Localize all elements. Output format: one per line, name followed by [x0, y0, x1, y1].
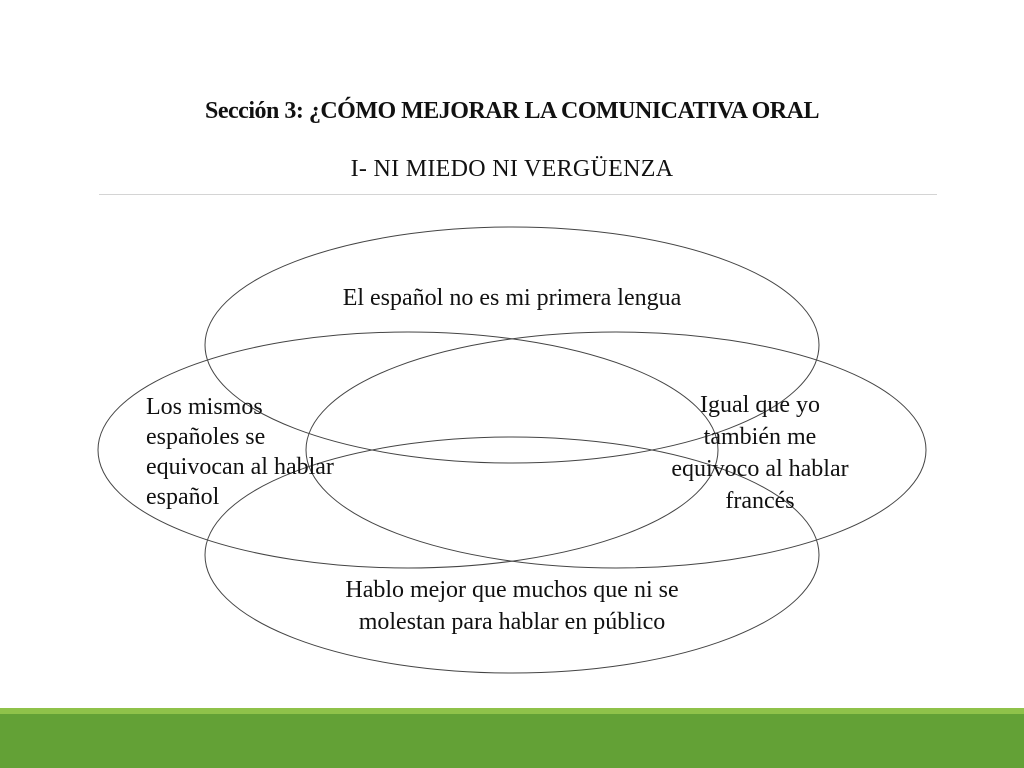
label-left-line: equivocan al hablar	[146, 454, 334, 480]
slide-subtitle: I- NI MIEDO NI VERGÜENZA	[350, 156, 674, 182]
label-left-line: Los mismos	[146, 394, 263, 420]
label-bottom-line: molestan para hablar en público	[358, 609, 666, 635]
label-bottom-line: Hablo mejor que muchos que ni se	[345, 577, 679, 603]
label-left-line: españoles se	[146, 424, 266, 450]
label-bottom	[262, 574, 762, 638]
slide-title: Sección 3: ¿CÓMO MEJORAR LA COMUNICATIVA ORAL	[205, 98, 819, 124]
label-right-line: también me	[703, 424, 817, 450]
footer-bar	[0, 714, 1024, 768]
label-top-line: El español no es mi primera lengua	[342, 285, 682, 311]
label-right	[625, 389, 895, 517]
label-right-line: francés	[725, 488, 795, 514]
label-top	[262, 283, 762, 313]
label-right-line: equivoco al hablar	[671, 456, 849, 482]
label-left	[146, 392, 406, 512]
label-right-line: Igual que yo	[700, 392, 820, 418]
label-left-line: español	[146, 484, 220, 510]
